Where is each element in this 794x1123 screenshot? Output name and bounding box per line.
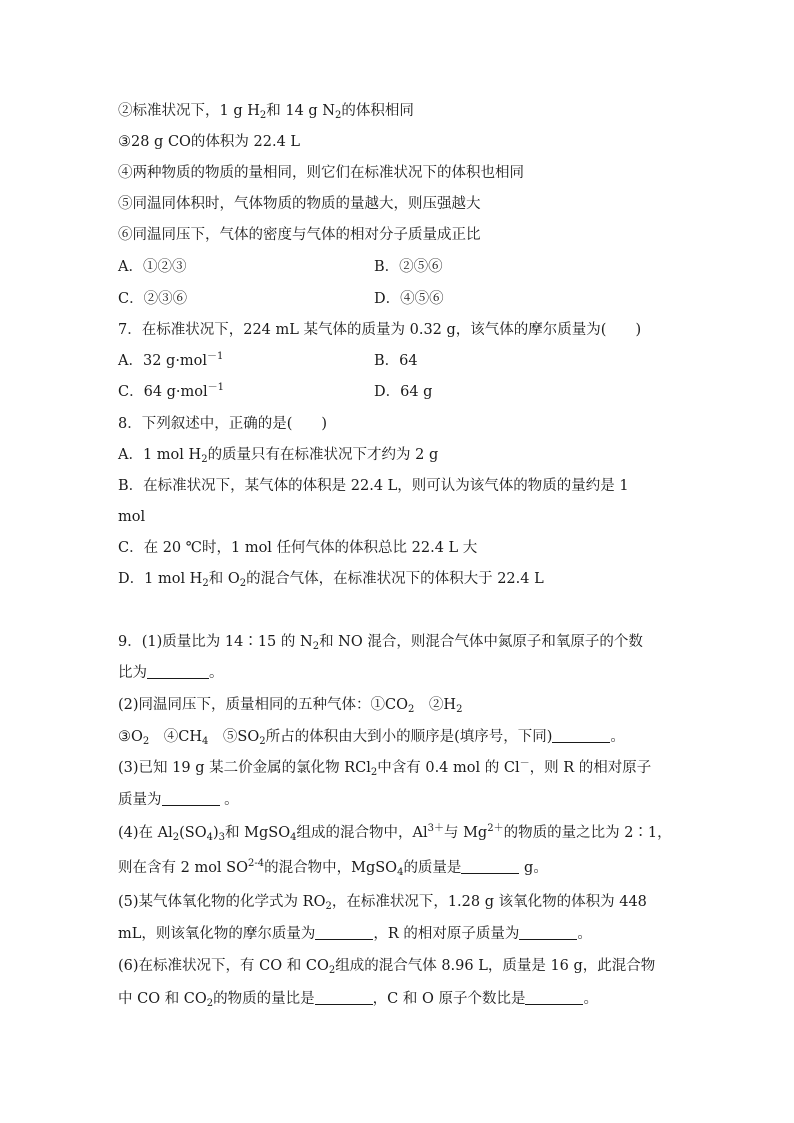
q6-statement-3: ③28 g CO的体积为 22.4 L <box>118 134 301 150</box>
q7-stem: 7．在标准状况下，224 mL 某气体的质量为 0.32 g，该气体的摩尔质量为( ) <box>118 322 642 338</box>
answer-blank[interactable] <box>315 990 373 1005</box>
q9-part1-line2: 比为 。 <box>118 665 224 681</box>
q8-stem: 8．下列叙述中，正确的是( ) <box>118 416 328 432</box>
q6-statement-2: ②标准状况下，1 g $H_2$和 14 g $N_2$的体积相同 <box>118 103 414 121</box>
answer-blank[interactable] <box>525 990 583 1005</box>
q9-part5-line2: mL，则该氧化物的摩尔质量为 ，R 的相对原子质量为 。 <box>118 926 592 942</box>
q6-option-c: C．②③⑥ <box>118 291 188 307</box>
q7-option-c: C．64 g·mol$^{-1}$ <box>118 382 225 400</box>
answer-blank[interactable] <box>147 664 209 679</box>
q8-option-d: D．1 mol $H_2$和 $O_2$的混合气体，在标准状况下的体积大于 22.4 L <box>118 571 544 589</box>
answer-blank[interactable] <box>519 925 577 940</box>
q8-option-c: C．在 20 ℃时，1 mol 任何气体的体积总比 22.4 L 大 <box>118 540 478 556</box>
answer-blank[interactable] <box>315 925 373 940</box>
q9-part1-line1: 9．(1)质量比为 14∶15 的 $N_2$和 NO 混合，则混合气体中氮原子和氧原子的个数 <box>118 634 643 652</box>
q6-statement-6: ⑥同温同压下，气体的密度与气体的相对分子质量成正比 <box>118 227 481 243</box>
q9-part6-line1: (6)在标准状况下，有 CO 和 $CO_2$组成的混合气体 8.96 L，质量是 16 g，此混合物 <box>118 958 656 976</box>
q6-statement-5: ⑤同温同体积时，气体物质的物质的量越大，则压强越大 <box>118 196 481 212</box>
q8-option-b: B．在标准状况下，某气体的体积是 22.4 L，则可认为该气体的物质的量约是 1 <box>118 478 629 494</box>
answer-blank[interactable] <box>461 859 519 874</box>
q9-part3-line2: 质量为 。 <box>118 792 239 808</box>
q9-part4-line2: 则在含有 2 mol SO$^{2-4}$的混合物中，MgSO$_4$的质量是 g。 <box>118 858 548 878</box>
q9-part3-line1: (3)已知 19 g 某二价金属的氯化物 RCl$_2$中含有 0.4 mol 的 Cl－，则 R 的相对原子 <box>118 758 652 778</box>
q9-part6-line2: 中 CO 和 $CO_2$的物质的量比是 ，C 和 O 原子个数比是 。 <box>118 991 598 1009</box>
q9-part4-line1: (4)在 $Al_2(SO_4)_3$和 MgSO$_4$组成的混合物中，$Al^{3+}$与 $Mg^{2+}$的物质的量之比为 2∶1， <box>118 823 672 843</box>
q6-option-d: D．④⑤⑥ <box>374 291 444 307</box>
q6-statement-4: ④两种物质的物质的量相同，则它们在标准状况下的体积也相同 <box>118 165 524 181</box>
q7-option-a: A．32 g·mol$^{-1}$ <box>118 351 224 369</box>
answer-blank[interactable] <box>162 791 220 806</box>
q8-option-a: A．1 mol $H_2$的质量只有在标准状况下才约为 2 g <box>118 447 439 465</box>
q7-option-d: D．64 g <box>374 384 433 400</box>
q9-part2-line1: (2)同温同压下，质量相同的五种气体：$①CO_2$ $②H_2$ <box>118 697 463 715</box>
q7-option-b: B．64 <box>374 353 418 369</box>
q6-option-a: A．①②③ <box>118 259 187 275</box>
q6-option-b: B．②⑤⑥ <box>374 259 443 275</box>
q8-option-b-continued: mol <box>118 509 146 525</box>
q9-part2-line2: $③O_2$ $④CH_4$ $⑤SO_2$所占的体积由大到小的顺序是(填序号，下同) 。 <box>118 729 625 747</box>
q9-part5-line1: (5)某气体氧化物的化学式为 $RO_2$，在标准状况下，1.28 g 该氧化物的体积为 448 <box>118 894 647 912</box>
answer-blank[interactable] <box>552 728 610 743</box>
